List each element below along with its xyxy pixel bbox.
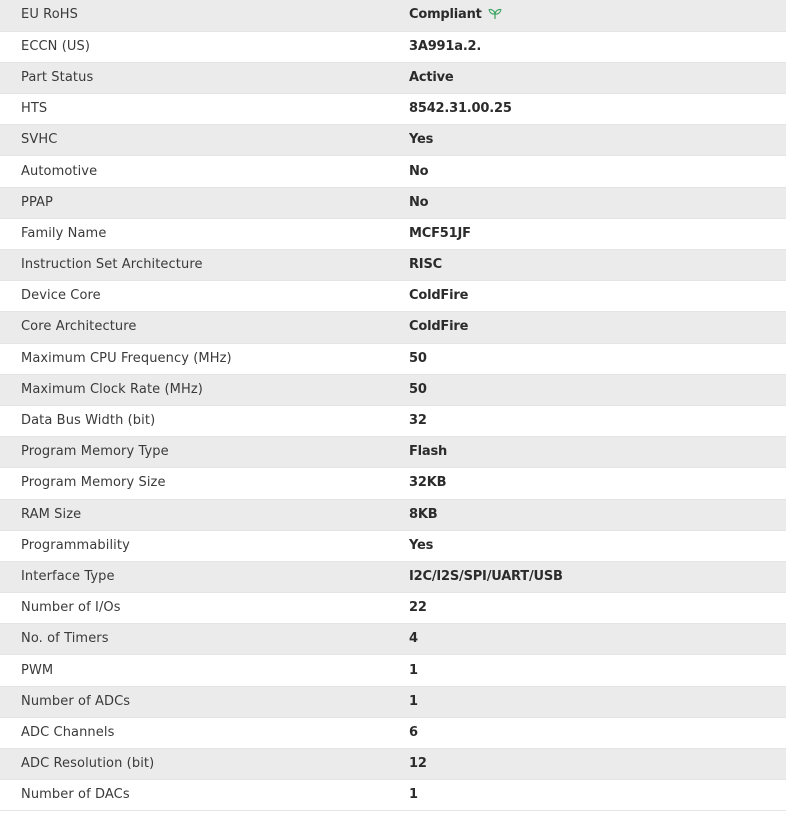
spec-label: PPAP [21, 194, 53, 210]
spec-row-number-of-dacs [0, 780, 786, 811]
spec-row-program-memory-type [0, 437, 786, 468]
spec-label: RAM Size [21, 506, 82, 522]
spec-row-programmability [0, 530, 786, 561]
spec-value: No [409, 163, 429, 179]
spec-label: Instruction Set Architecture [21, 257, 203, 273]
spec-value: Compliant [409, 7, 482, 23]
spec-label: Part Status [21, 69, 94, 85]
spec-label: SVHC [21, 132, 58, 148]
spec-row-no-of-timers [0, 624, 786, 655]
spec-row-max-cpu-frequency [0, 343, 786, 374]
spec-label: PWM [21, 662, 54, 678]
spec-label: Number of DACs [21, 787, 130, 803]
spec-value-cell [409, 0, 786, 31]
spec-row-svhc [0, 125, 786, 156]
spec-label: ADC Resolution (bit) [21, 756, 155, 772]
spec-label: Programmability [21, 537, 130, 553]
spec-value: Flash [409, 444, 448, 460]
spec-row-device-core [0, 281, 786, 312]
spec-label: Program Memory Type [21, 444, 169, 460]
spec-value: 22 [409, 600, 427, 616]
spec-label: Data Bus Width (bit) [21, 413, 156, 429]
spec-label: No. of Timers [21, 631, 109, 647]
spec-row-interface-type [0, 561, 786, 592]
spec-label: Maximum Clock Rate (MHz) [21, 381, 203, 397]
spec-label: ECCN (US) [21, 38, 91, 54]
spec-label: Number of I/Os [21, 600, 121, 616]
spec-row-eccn [0, 31, 786, 62]
spec-row-core-architecture [0, 312, 786, 343]
spec-row-number-of-adcs [0, 686, 786, 717]
spec-value: 1 [409, 693, 418, 709]
spec-value: 1 [409, 662, 418, 678]
spec-value: 3A991a.2. [409, 38, 482, 54]
spec-label: HTS [21, 101, 48, 117]
spec-label: ADC Channels [21, 724, 115, 740]
spec-row-hts [0, 94, 786, 125]
spec-row-adc-channels [0, 717, 786, 748]
spec-row-program-memory-size [0, 468, 786, 499]
spec-row-part-status [0, 62, 786, 93]
spec-label: Number of ADCs [21, 693, 131, 709]
spec-value: 1 [409, 787, 418, 803]
spec-label: Automotive [21, 163, 98, 179]
spec-label: Maximum CPU Frequency (MHz) [21, 350, 232, 366]
spec-row-adc-resolution [0, 749, 786, 780]
spec-value: 32 [409, 413, 427, 429]
leaf-icon [488, 8, 502, 20]
spec-value: ColdFire [409, 319, 469, 335]
spec-value: MCF51JF [409, 225, 471, 241]
spec-value: I2C/I2S/SPI/UART/USB [409, 568, 563, 584]
spec-value: RISC [409, 257, 442, 273]
spec-label: EU RoHS [21, 7, 78, 23]
spec-value: 4 [409, 631, 418, 647]
spec-row-automotive [0, 156, 786, 187]
spec-value: No [409, 194, 429, 210]
spec-value: 6 [409, 724, 418, 740]
spec-label: Interface Type [21, 568, 115, 584]
spec-label: Core Architecture [21, 319, 137, 335]
spec-value: 50 [409, 381, 427, 397]
spec-row-isa [0, 250, 786, 281]
spec-value: Active [409, 69, 454, 85]
spec-row-max-clock-rate [0, 374, 786, 405]
spec-row-ppap [0, 187, 786, 218]
spec-label: Program Memory Size [21, 475, 166, 491]
spec-value: ColdFire [409, 288, 469, 304]
spec-label: Device Core [21, 288, 101, 304]
spec-row-ram-size [0, 499, 786, 530]
spec-row-data-bus-width [0, 405, 786, 436]
spec-value: 8KB [409, 506, 438, 522]
spec-row-pwm [0, 655, 786, 686]
spec-value: 50 [409, 350, 427, 366]
spec-row-number-of-ios [0, 593, 786, 624]
spec-label: Family Name [21, 225, 107, 241]
spec-value: 12 [409, 756, 427, 772]
spec-value: 8542.31.00.25 [409, 101, 512, 117]
spec-row-eu-rohs [0, 0, 786, 31]
spec-value: 32KB [409, 475, 447, 491]
spec-value: Yes [409, 132, 434, 148]
spec-value: Yes [409, 537, 434, 553]
spec-row-family-name [0, 218, 786, 249]
